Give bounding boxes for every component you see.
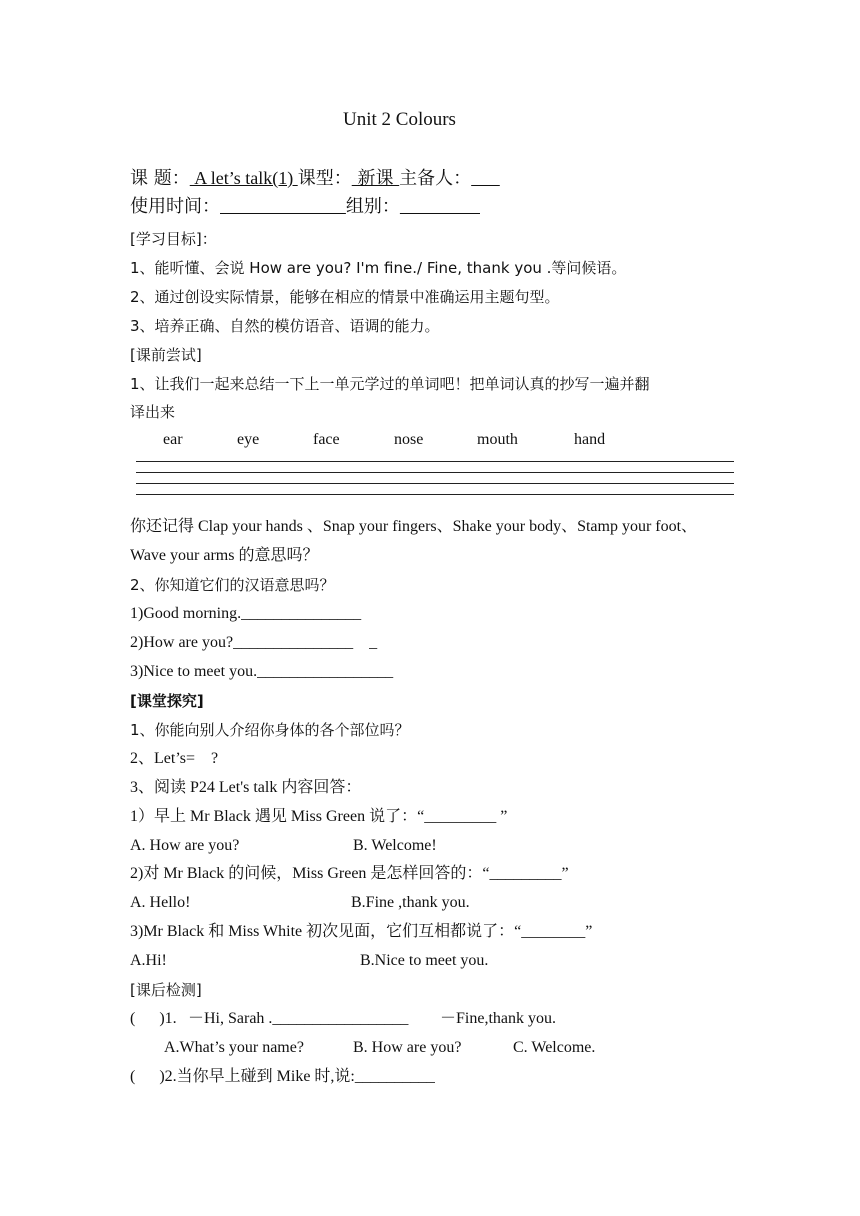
explore-sub2: 2)对 Mr Black 的问候，Miss Green 是怎样回答的：“_________” bbox=[130, 865, 569, 882]
type-value: 新课 bbox=[351, 168, 400, 189]
option-a: A.Hi! bbox=[130, 952, 167, 969]
remember-line-1: 你还记得 Clap your hands 、Snap your fingers、Shake your body、Stamp your foot、 bbox=[130, 518, 698, 535]
preparer-label: 主备人： bbox=[399, 168, 472, 189]
type-label: 课型： bbox=[297, 168, 352, 189]
test-q1-reply: －Fine,thank you. bbox=[440, 1010, 556, 1027]
option-b: B.Nice to meet you. bbox=[360, 952, 489, 969]
option-a: A.What’s your name? bbox=[164, 1039, 304, 1056]
objectives-heading: [学习目标]： bbox=[130, 230, 217, 248]
explore-q1: 1、你能向别人介绍你身体的各个部位吗？ bbox=[130, 721, 410, 739]
explore-heading: [课堂探究] bbox=[130, 692, 204, 710]
explore-sub1: 1）早上 Mr Black 遇见 Miss Green 说了：“_________ ” bbox=[130, 808, 508, 825]
objective-item: 1、能听懂、会说 How are you? I'm fine./ Fine, thank you .等问候语。 bbox=[130, 259, 627, 277]
topic-value: A let’s talk(1) bbox=[189, 168, 298, 188]
vocab-word: eye bbox=[237, 431, 260, 448]
topic-label: 课 题： bbox=[130, 168, 190, 189]
phrase-item: 1)Good morning._______________ bbox=[130, 605, 362, 622]
time-value bbox=[220, 196, 346, 217]
writing-line bbox=[136, 472, 734, 473]
preview-task2: 2、你知道它们的汉语意思吗？ bbox=[130, 576, 335, 594]
vocab-word: ear bbox=[163, 431, 183, 448]
writing-line bbox=[136, 494, 734, 495]
test-q2: ( )2.当你早上碰到 Mike 时,说:__________ bbox=[130, 1068, 435, 1085]
vocab-word: face bbox=[313, 431, 340, 448]
option-a: A. How are you? bbox=[130, 837, 240, 854]
vocab-word: mouth bbox=[477, 431, 518, 448]
option-b: B. How are you? bbox=[353, 1039, 462, 1056]
group-label: 组别： bbox=[345, 196, 400, 217]
option-b: B.Fine ,thank you. bbox=[351, 894, 470, 911]
objective-item: 3、培养正确、自然的模仿语音、语调的能力。 bbox=[130, 317, 440, 335]
preview-task1-line2: 译出来 bbox=[130, 403, 176, 421]
group-value bbox=[400, 196, 480, 217]
vocab-word: hand bbox=[574, 431, 606, 448]
explore-q2: 2、Let’s= ? bbox=[130, 750, 219, 767]
option-c: C. Welcome. bbox=[513, 1039, 596, 1056]
header-row-2 bbox=[130, 195, 480, 219]
preview-task1-line1: 1、让我们一起来总结一下上一单元学过的单词吧！把单词认真的抄写一遍并翻 bbox=[130, 375, 650, 393]
option-b: B. Welcome! bbox=[353, 837, 437, 854]
objective-item: 2、通过创设实际情景，能够在相应的情景中准确运用主题句型。 bbox=[130, 288, 560, 306]
test-q1-text: －Hi, Sarah ._________________ bbox=[188, 1010, 409, 1027]
option-a: A. Hello! bbox=[130, 894, 191, 911]
time-label: 使用时间： bbox=[130, 196, 220, 217]
preparer-value bbox=[471, 168, 500, 189]
test-q1-paren: ( )1. bbox=[130, 1010, 177, 1027]
writing-line bbox=[136, 461, 734, 462]
explore-q3: 3、阅读 P24 Let's talk 内容回答： bbox=[130, 779, 362, 796]
header-row-1 bbox=[130, 166, 500, 191]
test-heading: [课后检测] bbox=[130, 981, 202, 999]
writing-line bbox=[136, 483, 734, 484]
explore-sub3: 3)Mr Black 和 Miss White 初次见面，它们互相都说了：“________” bbox=[130, 923, 593, 940]
phrase-item: 2)How are you?_______________ _ bbox=[130, 634, 378, 651]
page-title: Unit 2 Colours bbox=[343, 109, 456, 130]
phrase-item: 3)Nice to meet you._________________ bbox=[130, 663, 394, 680]
vocab-word: nose bbox=[394, 431, 424, 448]
remember-line-2: Wave your arms 的意思吗？ bbox=[130, 547, 319, 564]
preview-heading: [课前尝试] bbox=[130, 346, 202, 364]
